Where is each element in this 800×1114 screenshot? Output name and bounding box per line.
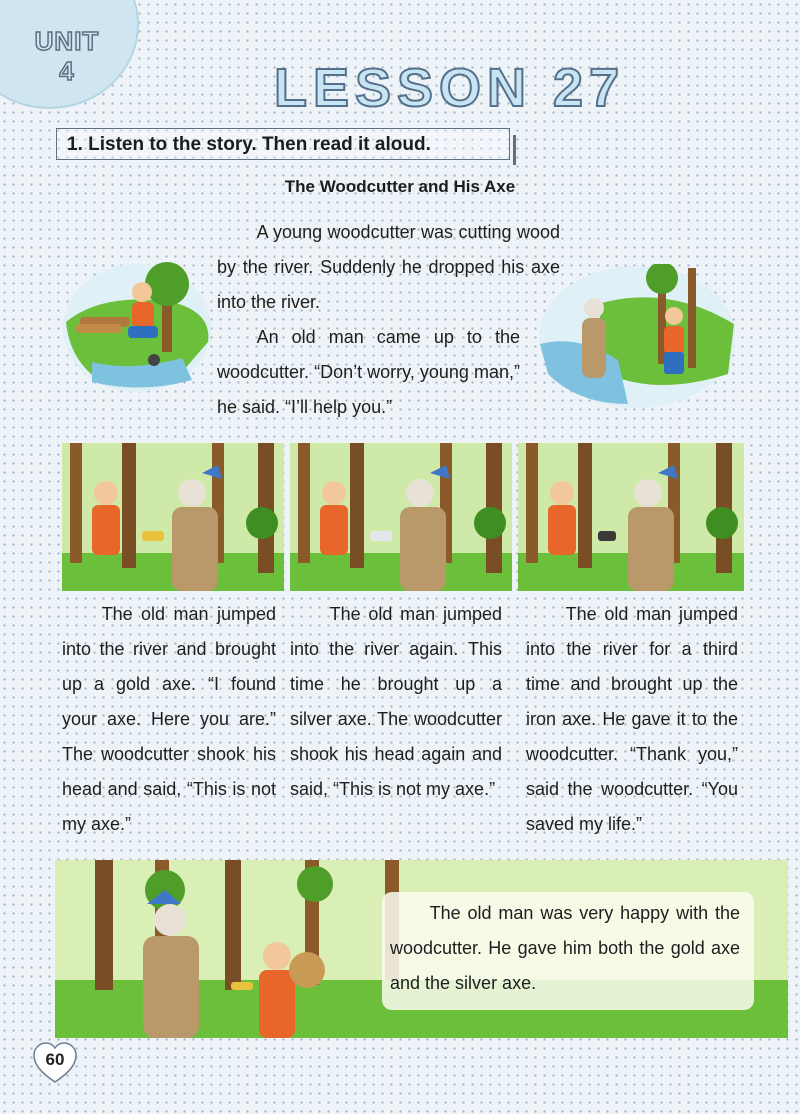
instruction-text: 1. Listen to the story. Then read it aloud. [67,134,431,155]
lesson-title: LESSON 27 [274,58,626,118]
story-paragraph-6: The old man was very happy with the woodcutter. He gave him both the gold axe and the silver axe. [390,903,740,993]
page-number-badge [32,1040,78,1086]
unit-label-line2: 4 [59,56,75,86]
story-paragraph-4: The old man jumped into the river again. This time he brought up a silver axe. The woodcutter shook his head again and said, “This is not my axe.” [290,604,502,799]
story-paragraph-1: A young woodcutter was cutting wood by the river. Suddenly he dropped his axe into the river. [217,222,560,312]
illustration-silver-axe [290,443,512,591]
story-paragraph-5: The old man jumped into the river for a third time and brought up the iron axe. He gave it to the woodcutter. “Thank you,” said the woodcutter. “You saved my life.” [526,604,738,834]
illustration-gold-axe [62,443,284,591]
illustration-woodcutter-drops-axe [62,262,212,394]
unit-label-line1: UNIT [34,26,100,56]
instruction-box [56,128,510,160]
unit-label [22,26,112,86]
illustration-iron-axe [518,443,744,591]
story-title: The Woodcutter and His Axe [284,177,516,196]
story-paragraph-2: An old man came up to the woodcutter. “Don’t worry, young man,” he said. “I’ll help you.” [217,327,520,417]
page-number: 60 [45,1050,65,1069]
story-paragraph-3: The old man jumped into the river and brought up a gold axe. “I found your axe. Here you are.” The woodcutter shook his head and said, “This is not my axe.” [62,604,276,834]
illustration-old-man-arrives [538,264,736,410]
